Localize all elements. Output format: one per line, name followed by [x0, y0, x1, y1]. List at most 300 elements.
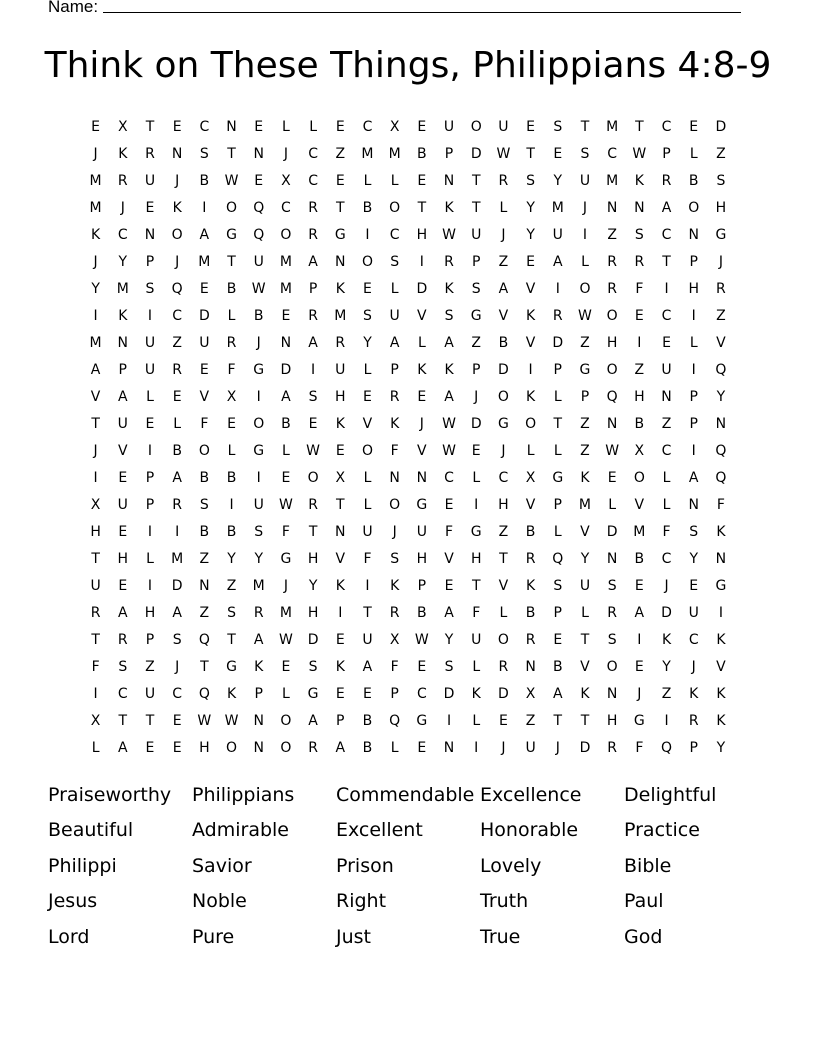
grid-letter: L — [363, 496, 372, 513]
grid-letter: J — [419, 415, 424, 432]
grid-letter: T — [662, 253, 671, 270]
grid-letter: P — [471, 253, 481, 270]
grid-letter: O — [226, 740, 238, 757]
grid-letter: O — [579, 280, 591, 297]
grid-letter: Y — [716, 740, 726, 757]
grid-letter: N — [416, 469, 428, 486]
grid-letter: Z — [498, 523, 509, 540]
grid-letter: Z — [580, 334, 590, 351]
grid-letter: P — [553, 361, 562, 378]
grid-letter: Q — [552, 551, 564, 568]
grid-letter: O — [280, 713, 292, 730]
grid-letter: K — [390, 415, 400, 432]
grid-letter: O — [253, 415, 265, 432]
grid-letter: G — [226, 659, 237, 676]
grid-letter: F — [363, 551, 372, 568]
grid-letter: U — [199, 334, 210, 351]
grid-letter: U — [552, 226, 563, 243]
grid-letter: E — [281, 469, 291, 486]
grid-letter: X — [90, 713, 101, 730]
grid-letter: L — [662, 469, 671, 486]
grid-letter: E — [363, 686, 372, 703]
grid-letter: I — [93, 469, 98, 486]
grid-letter: J — [283, 145, 288, 162]
grid-letter: D — [171, 578, 183, 595]
grid-letter: F — [91, 659, 100, 676]
grid-letter: V — [90, 388, 101, 405]
grid-letter: L — [146, 551, 154, 568]
grid-letter: E — [607, 469, 617, 486]
grid-letter: E — [199, 280, 209, 297]
grid-letter: I — [446, 713, 452, 730]
grid-letter: R — [117, 172, 128, 189]
grid-letter: F — [662, 523, 671, 540]
grid-letter: E — [172, 740, 182, 757]
grid-letter: P — [145, 632, 155, 649]
grid-letter: E — [172, 118, 182, 135]
grid-letter: A — [552, 686, 563, 703]
grid-letter: I — [365, 578, 370, 595]
grid-letter: Y — [526, 199, 535, 216]
grid-letter: G — [253, 442, 265, 459]
grid-letter: A — [444, 605, 454, 622]
grid-letter: V — [525, 496, 536, 513]
grid-letter: G — [552, 469, 564, 486]
grid-letter: K — [471, 686, 481, 703]
grid-letter: M — [89, 172, 102, 189]
grid-letter: B — [226, 280, 237, 297]
grid-letter: J — [93, 253, 98, 270]
grid-letter: U — [362, 523, 373, 540]
grid-letter: I — [691, 361, 696, 378]
grid-letter: U — [144, 334, 156, 351]
grid-letter: Z — [471, 334, 482, 351]
grid-letter: V — [335, 551, 346, 568]
grid-letter: C — [661, 442, 672, 459]
grid-letter: R — [552, 307, 563, 324]
page-title: Think on These Things, Philippians 4:8-9 — [44, 45, 772, 86]
grid-letter: C — [661, 307, 672, 324]
grid-letter: P — [145, 253, 155, 270]
grid-letter: U — [253, 253, 264, 270]
word-list-item: Truth — [480, 890, 529, 913]
grid-letter: O — [361, 253, 373, 270]
grid-letter: K — [716, 713, 726, 730]
grid-letter: T — [91, 415, 100, 432]
grid-letter: J — [555, 740, 560, 757]
grid-letter: N — [661, 388, 672, 405]
grid-letter: K — [580, 469, 590, 486]
grid-letter: E — [199, 361, 209, 378]
grid-letter: H — [688, 280, 699, 297]
grid-letter: Y — [444, 632, 454, 649]
grid-letter: N — [226, 118, 237, 135]
word-list-item: Philippians — [192, 783, 295, 806]
grid-letter: Y — [227, 551, 236, 568]
grid-letter: L — [553, 523, 562, 540]
grid-letter: Y — [716, 388, 726, 405]
grid-letter: I — [93, 686, 98, 703]
grid-letter: U — [443, 118, 455, 135]
grid-letter: I — [474, 740, 479, 757]
grid-letter: R — [308, 496, 318, 513]
grid-letter: O — [280, 226, 292, 243]
grid-letter: L — [608, 496, 617, 513]
grid-letter: U — [579, 172, 591, 189]
grid-letter: X — [525, 469, 536, 486]
grid-letter: S — [172, 632, 182, 649]
grid-letter: M — [361, 145, 374, 162]
grid-letter: V — [580, 659, 590, 676]
grid-letter: I — [365, 226, 370, 243]
grid-letter: Y — [118, 253, 128, 270]
word-list-item: Lovely — [480, 854, 542, 877]
grid-letter: I — [311, 361, 316, 378]
grid-letter: N — [634, 199, 645, 216]
grid-letter: O — [497, 632, 509, 649]
grid-letter: L — [662, 496, 671, 513]
grid-letter: R — [607, 280, 618, 297]
grid-letter: C — [444, 469, 454, 486]
word-list-item: Bible — [624, 854, 672, 877]
grid-letter: E — [281, 659, 291, 676]
grid-letter: K — [172, 199, 182, 216]
grid-letter: R — [90, 605, 101, 622]
grid-letter: V — [634, 496, 645, 513]
grid-letter: J — [501, 226, 506, 243]
word-list-item: Pure — [192, 925, 235, 948]
word-list-item: Lord — [48, 925, 90, 948]
grid-letter: E — [254, 172, 264, 189]
grid-letter: A — [661, 199, 672, 216]
word-list — [48, 777, 768, 955]
grid-letter: T — [580, 118, 590, 135]
grid-letter: W — [224, 713, 239, 730]
grid-letter: T — [526, 145, 535, 162]
grid-letter: E — [689, 578, 699, 595]
grid-letter: J — [474, 388, 479, 405]
grid-letter: L — [363, 172, 372, 189]
grid-letter: R — [335, 334, 346, 351]
grid-letter: K — [526, 388, 536, 405]
grid-letter: W — [306, 442, 321, 459]
grid-letter: N — [335, 253, 346, 270]
grid-letter: S — [444, 659, 454, 676]
word-list-item: Just — [336, 925, 371, 948]
grid-letter: V — [498, 307, 509, 324]
grid-letter: L — [363, 361, 372, 378]
grid-letter: E — [335, 632, 345, 649]
grid-letter: N — [715, 551, 727, 568]
grid-letter: C — [661, 118, 672, 135]
grid-letter: I — [474, 496, 479, 513]
grid-letter: O — [198, 442, 210, 459]
grid-letter: D — [498, 686, 509, 703]
grid-letter: B — [634, 551, 645, 568]
grid-letter: S — [390, 253, 400, 270]
grid-letter: S — [199, 496, 209, 513]
grid-letter: M — [89, 199, 102, 216]
grid-letter: R — [607, 253, 618, 270]
grid-letter: W — [605, 442, 620, 459]
grid-letter: J — [582, 199, 588, 216]
word-list-item: Savior — [192, 854, 252, 877]
grid-letter: J — [256, 334, 261, 351]
grid-letter: K — [226, 686, 237, 703]
grid-letter: R — [498, 659, 509, 676]
grid-letter: K — [91, 226, 101, 243]
grid-letter: U — [117, 496, 128, 513]
name-label: Name: — [48, 0, 99, 16]
grid-letter: G — [226, 226, 237, 243]
grid-letter: Q — [606, 388, 618, 405]
letter-grid — [82, 113, 735, 762]
grid-letter: R — [308, 740, 318, 757]
grid-letter: L — [91, 740, 100, 757]
grid-letter: J — [501, 740, 506, 757]
grid-letter: P — [254, 686, 263, 703]
grid-letter: M — [279, 280, 292, 297]
grid-letter: N — [715, 415, 727, 432]
grid-letter: Z — [661, 415, 672, 432]
grid-letter: N — [144, 226, 156, 243]
grid-letter: L — [472, 713, 481, 730]
grid-letter: K — [444, 280, 454, 297]
grid-letter: S — [634, 226, 644, 243]
grid-letter: W — [414, 632, 429, 649]
grid-letter: G — [470, 523, 482, 540]
grid-letter: N — [171, 145, 183, 162]
grid-letter: I — [637, 632, 642, 649]
grid-letter: L — [227, 442, 236, 459]
grid-letter: T — [471, 578, 481, 595]
grid-letter: G — [579, 361, 591, 378]
grid-letter: C — [308, 145, 318, 162]
grid-letter: W — [224, 172, 239, 189]
grid-letter: Z — [607, 226, 617, 243]
grid-letter: Z — [172, 334, 182, 351]
grid-letter: C — [661, 226, 672, 243]
grid-letter: S — [444, 307, 454, 324]
grid-letter: G — [633, 713, 645, 730]
grid-letter: B — [362, 199, 373, 216]
grid-letter: L — [499, 605, 508, 622]
grid-letter: H — [307, 605, 319, 622]
grid-letter: D — [470, 415, 482, 432]
word-list-item: Praiseworthy — [48, 783, 172, 806]
grid-letter: N — [606, 415, 618, 432]
grid-letter: W — [496, 145, 511, 162]
grid-letter: L — [526, 442, 535, 459]
grid-letter: K — [417, 361, 427, 378]
grid-letter: U — [471, 226, 482, 243]
grid-letter: L — [282, 686, 290, 703]
grid-letter: E — [145, 415, 155, 432]
grid-letter: E — [335, 442, 345, 459]
grid-letter: K — [716, 523, 726, 540]
grid-letter: P — [336, 713, 345, 730]
grid-letter: X — [389, 118, 400, 135]
grid-letter: T — [417, 199, 427, 216]
grid-letter: C — [362, 118, 373, 135]
grid-letter: H — [90, 523, 101, 540]
word-list-item: Admirable — [192, 819, 289, 842]
grid-letter: E — [145, 740, 155, 757]
grid-letter: P — [145, 469, 155, 486]
grid-letter: H — [416, 551, 428, 568]
grid-letter: V — [362, 415, 373, 432]
grid-letter: F — [281, 523, 290, 540]
grid-letter: B — [525, 523, 536, 540]
grid-letter: N — [253, 145, 264, 162]
grid-letter: L — [553, 388, 562, 405]
grid-letter: P — [390, 686, 399, 703]
grid-letter: E — [145, 199, 155, 216]
grid-letter: J — [120, 199, 125, 216]
grid-letter: B — [226, 523, 237, 540]
grid-letter: R — [525, 551, 536, 568]
grid-letter: G — [253, 361, 265, 378]
grid-letter: I — [147, 523, 153, 540]
grid-letter: I — [691, 307, 696, 324]
grid-letter: E — [526, 118, 536, 135]
grid-letter: P — [417, 578, 427, 595]
grid-letter: S — [390, 551, 400, 568]
grid-letter: B — [498, 334, 509, 351]
grid-letter: J — [691, 659, 696, 676]
grid-letter: A — [498, 280, 509, 297]
grid-letter: H — [606, 334, 618, 351]
name-field — [48, 0, 741, 18]
grid-letter: E — [553, 145, 563, 162]
grid-letter: R — [145, 145, 155, 162]
grid-letter: J — [718, 253, 723, 270]
grid-letter: K — [661, 632, 672, 649]
grid-letter: L — [390, 280, 399, 297]
grid-letter: O — [389, 199, 401, 216]
grid-letter: O — [361, 442, 373, 459]
grid-letter: O — [606, 361, 618, 378]
grid-letter: S — [308, 388, 318, 405]
grid-letter: M — [279, 253, 292, 270]
grid-letter: A — [634, 605, 645, 622]
grid-letter: D — [470, 145, 482, 162]
grid-letter: N — [606, 199, 618, 216]
grid-letter: Z — [199, 605, 210, 622]
grid-letter: I — [582, 226, 588, 243]
grid-letter: A — [308, 253, 318, 270]
grid-letter: M — [89, 334, 102, 351]
grid-letter: J — [93, 442, 98, 459]
grid-letter: N — [688, 226, 699, 243]
grid-letter: L — [146, 388, 154, 405]
grid-letter: N — [688, 496, 699, 513]
grid-letter: B — [199, 523, 210, 540]
grid-letter: D — [198, 307, 210, 324]
grid-letter: R — [688, 713, 699, 730]
word-list-item: Right — [336, 890, 387, 913]
grid-letter: V — [525, 334, 536, 351]
grid-letter: I — [202, 199, 207, 216]
grid-letter: T — [336, 199, 345, 216]
grid-letter: B — [172, 442, 182, 459]
grid-letter: C — [172, 307, 183, 324]
grid-letter: T — [145, 118, 155, 135]
grid-letter: O — [688, 199, 700, 216]
grid-letter: N — [443, 740, 455, 757]
grid-letter: V — [716, 334, 726, 351]
grid-letter: E — [553, 632, 563, 649]
grid-letter: C — [688, 632, 699, 649]
word-list-item: Honorable — [480, 819, 579, 842]
grid-letter: B — [226, 469, 237, 486]
grid-letter: S — [716, 172, 726, 189]
grid-letter: X — [335, 469, 346, 486]
grid-letter: T — [91, 551, 100, 568]
grid-letter: D — [606, 523, 618, 540]
grid-letter: P — [308, 280, 318, 297]
grid-letter: A — [117, 605, 128, 622]
grid-letter: E — [363, 388, 372, 405]
grid-letter: E — [363, 280, 372, 297]
grid-letter: A — [688, 469, 699, 486]
grid-letter: T — [118, 713, 128, 730]
grid-letter: Q — [198, 632, 210, 649]
grid-letter: I — [419, 253, 424, 270]
grid-letter: C — [308, 172, 318, 189]
grid-letter: N — [606, 686, 618, 703]
grid-letter: V — [117, 442, 128, 459]
grid-letter: Y — [553, 172, 563, 189]
grid-letter: O — [226, 199, 238, 216]
grid-letter: C — [416, 686, 427, 703]
grid-letter: T — [499, 551, 508, 568]
grid-letter: B — [199, 172, 210, 189]
grid-letter: O — [606, 659, 618, 676]
grid-letter: L — [309, 118, 317, 135]
grid-letter: K — [634, 172, 644, 189]
grid-letter: Z — [335, 145, 346, 162]
grid-letter: U — [253, 496, 264, 513]
grid-letter: O — [307, 469, 319, 486]
grid-letter: N — [253, 713, 264, 730]
grid-letter: P — [118, 361, 127, 378]
grid-letter: A — [335, 740, 346, 757]
grid-letter: W — [442, 226, 456, 243]
grid-letter: P — [471, 361, 481, 378]
grid-letter: K — [335, 415, 345, 432]
grid-letter: A — [308, 713, 318, 730]
grid-letter: R — [716, 280, 726, 297]
grid-letter: U — [579, 578, 591, 595]
grid-letter: Y — [689, 551, 698, 568]
grid-letter: R — [389, 388, 400, 405]
grid-letter: K — [335, 280, 345, 297]
grid-letter: W — [632, 145, 647, 162]
grid-letter: A — [308, 334, 318, 351]
grid-letter: M — [578, 496, 592, 513]
grid-letter: D — [661, 605, 672, 622]
grid-letter: Q — [715, 469, 727, 486]
name-line — [103, 0, 741, 13]
grid-letter: K — [716, 632, 726, 649]
grid-letter: C — [172, 686, 183, 703]
grid-letter: E — [498, 713, 508, 730]
grid-letter: B — [199, 469, 210, 486]
grid-letter: F — [716, 496, 725, 513]
grid-letter: P — [689, 253, 698, 270]
grid-letter: T — [471, 172, 481, 189]
